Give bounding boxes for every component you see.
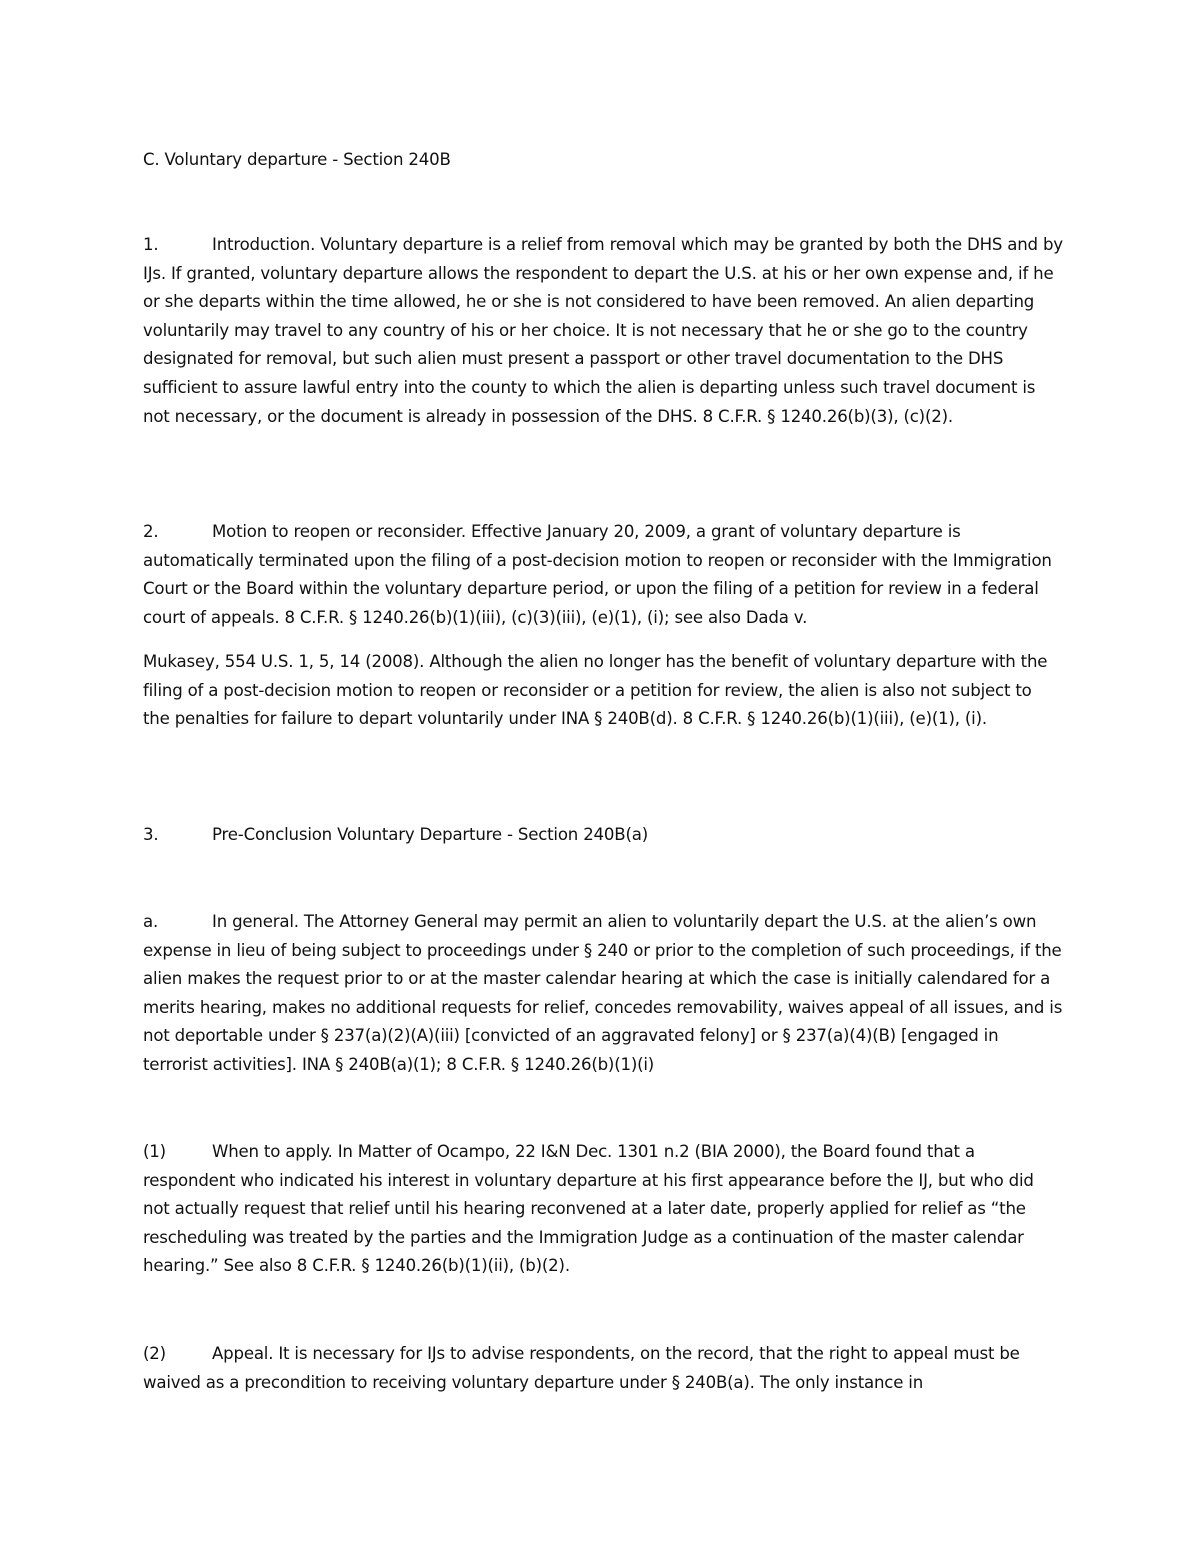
paragraph-number: 2. [143, 522, 159, 541]
paragraph-number: (1) [143, 1142, 166, 1161]
paragraph-text: When to apply. In Matter of Ocampo, 22 I&N Dec. 1301 n.2 (BIA 2000), the Board found that a respondent who indicated his interest in voluntary departure at his first appearance before the IJ, but who did not actually request that relief until his hearing reconvened at a later date, properly applied for relief as “the rescheduling was treated by the parties and the Immigration Judge as a continuation of the master calendar hearing.” See also 8 C.F.R. § 1240.26(b)(1)(ii), (b)(2). [143, 1142, 1034, 1276]
paragraph-text: Appeal. It is necessary for IJs to advise respondents, on the record, that the right to appeal must be waived as a precondition to receiving voluntary departure under § 240B(a). The only instance in [143, 1344, 1020, 1392]
paragraph-number: a. [143, 912, 159, 931]
paragraph-text: Motion to reopen or reconsider. Effective January 20, 2009, a grant of voluntary departure is automatically terminated upon the filing of a post-decision motion to reopen or reconsider with the Immigration Court or the Board within the voluntary departure period, or upon the filing of a petition for review in a federal court of appeals. 8 C.F.R. § 1240.26(b)(1)(iii), (c)(3)(iii), (e)(1), (i); see also Dada v. [143, 522, 1052, 627]
paragraph-1-sub [143, 1138, 1063, 1281]
paragraph-text: In general. The Attorney General may permit an alien to voluntarily depart the U.S. at the alien’s own expense in lieu of being subject to proceedings under § 240 or prior to the completion of such proceedings, if the alien makes the request prior to or at the master calendar hearing at which the case is initially calendared for a merits hearing, makes no additional requests for relief, concedes removability, waives appeal of all issues, and is not deportable under § 237(a)(2)(A)(iii) [convicted of an aggravated felony] or § 237(a)(4)(B) [engaged in terrorist activities]. INA § 240B(a)(1); 8 C.F.R. § 1240.26(b)(1)(i) [143, 912, 1063, 1074]
paragraph-text: Introduction. Voluntary departure is a relief from removal which may be granted by both the DHS and by IJs. If granted, voluntary departure allows the respondent to depart the U.S. at his or her own expense and, if he or she departs within the time allowed, he or she is not considered to have been removed. An alien departing voluntarily may travel to any country of his or her choice. It is not necessary that he or she go to the country designated for removal, but such alien must present a passport or other travel documentation to the DHS sufficient to assure lawful entry into the county to which the alien is departing unless such travel document is not necessary, or the document is already in possession of the DHS. 8 C.F.R. § 1240.26(b)(3), (c)(2). [143, 235, 1063, 426]
paragraph-number: 3. [143, 825, 159, 844]
paragraph-1 [143, 231, 1063, 431]
paragraph-2-continued [143, 648, 1063, 734]
paragraph-number: 1. [143, 235, 159, 254]
paragraph-a [143, 908, 1063, 1080]
paragraph-2 [143, 518, 1063, 632]
paragraph-3 [143, 821, 1063, 850]
paragraph-text: Pre-Conclusion Voluntary Departure - Section 240B(a) [212, 825, 648, 844]
section-heading: C. Voluntary departure - Section 240B [143, 150, 451, 169]
paragraph-number: (2) [143, 1344, 166, 1363]
paragraph-2-sub [143, 1340, 1063, 1397]
paragraph-text: Mukasey, 554 U.S. 1, 5, 14 (2008). Although the alien no longer has the benefit of voluntary departure with the filing of a post-decision motion to reopen or reconsider or a petition for review, the alien is also not subject to the penalties for failure to depart voluntarily under INA § 240B(d). 8 C.F.R. § 1240.26(b)(1)(iii), (e)(1), (i). [143, 652, 1048, 729]
